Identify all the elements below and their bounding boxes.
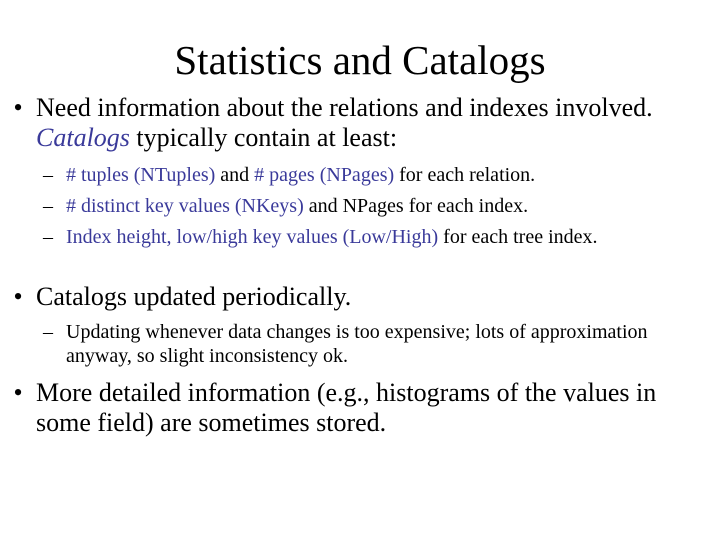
sub-bullet-relation-stats (43, 163, 666, 187)
sub-text: and (215, 164, 255, 186)
dash-glyph: – (43, 321, 53, 343)
bullet-glyph: • (13, 93, 23, 122)
sub-text-tail: and NPages for each index. (303, 195, 529, 217)
bullet-catalog-updates (13, 282, 698, 312)
term-nkeys: # distinct key values (NKeys) (66, 195, 304, 217)
dash-glyph: – (43, 226, 53, 248)
slide-title: Statistics and Catalogs (174, 37, 546, 83)
bullet-text: Catalogs updated periodically. (36, 282, 352, 311)
dash-glyph: – (43, 195, 53, 217)
sub-text-tail: for each tree index. (438, 226, 598, 248)
bullet-glyph: • (13, 282, 23, 311)
sub-text-tail: for each relation. (394, 164, 536, 186)
term-npages: # pages (NPages) (254, 164, 395, 186)
bullet-text-tail: typically contain at least: (129, 123, 398, 152)
bullet-glyph: • (13, 378, 23, 407)
bullet-catalog-info (13, 93, 698, 153)
bullet-text: More detailed information (e.g., histograms of the values in some field) are sometimes stored. (36, 378, 657, 437)
bullet-text: Need information about the relations and indexes involved. (36, 93, 653, 122)
sub-bullet-update-cost (43, 320, 666, 368)
term-low-high: Index height, low/high key values (Low/High) (66, 226, 439, 248)
sub-text: Updating whenever data changes is too expensive; lots of approximation anyway, so slight inconsistency ok. (66, 321, 648, 367)
sub-bullet-index-stats (43, 194, 666, 218)
bullet-histograms (13, 378, 698, 438)
dash-glyph: – (43, 164, 53, 186)
sub-bullet-tree-index-stats (43, 225, 666, 249)
catalogs-emphasis: Catalogs (36, 123, 130, 152)
term-ntuples: # tuples (NTuples) (66, 164, 216, 186)
